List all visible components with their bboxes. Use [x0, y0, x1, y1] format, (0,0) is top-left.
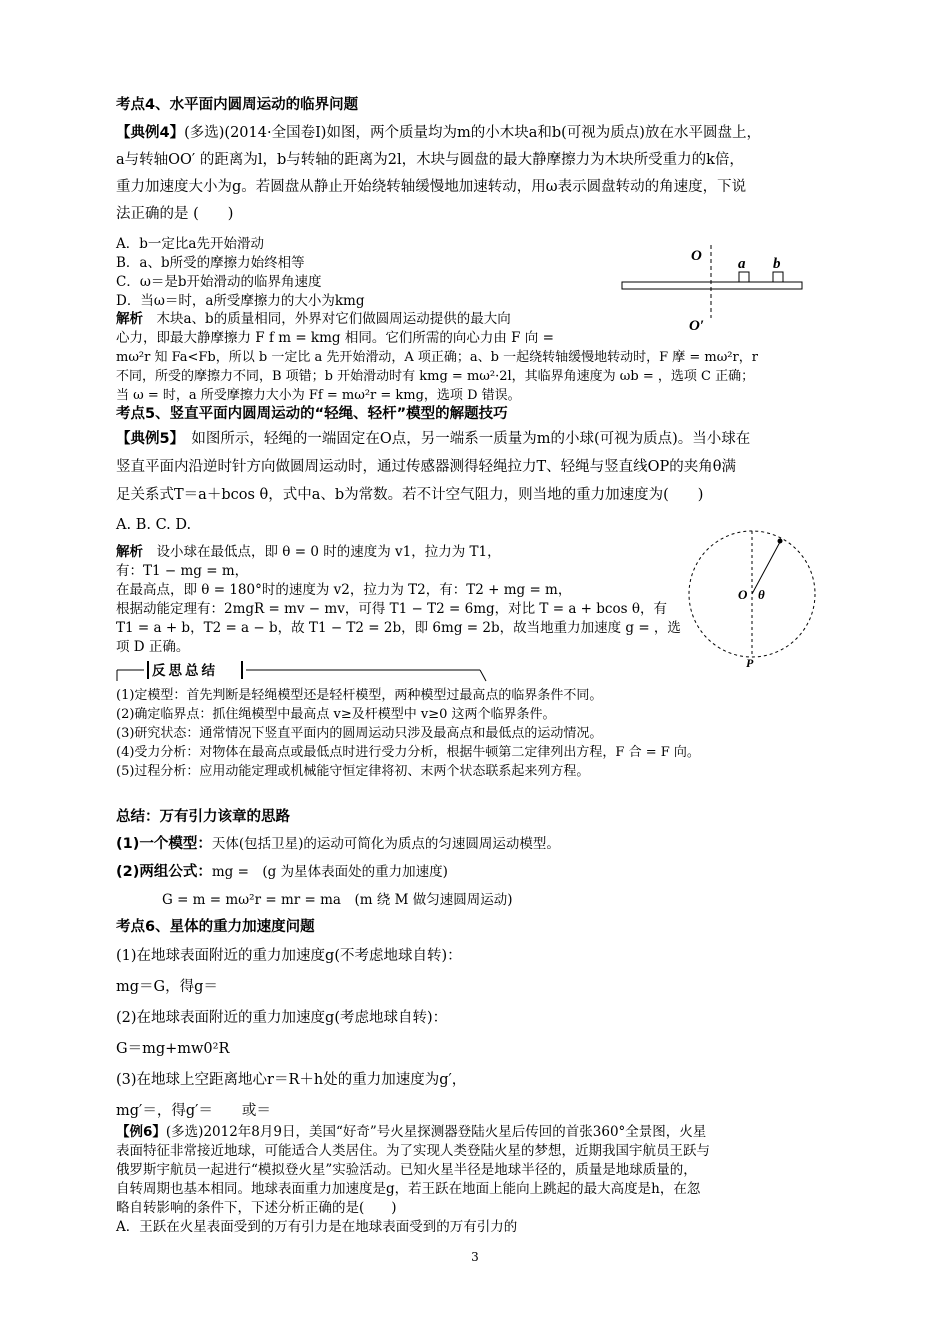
example-6-line: 表面特征非常接近地球，可能适合人类居住。为了实现人类登陆火星的梦想，近期我国宇航员王跃与	[116, 1143, 710, 1159]
analysis-line: 项 D 正确。	[116, 639, 190, 655]
analysis-line: 心力，即最大静摩擦力 F f m = kmg 相同。它们所需的向心力由 F 向 =	[116, 330, 554, 346]
analysis-5	[116, 543, 686, 657]
circle-figure	[688, 528, 838, 668]
gravity-line: (1)在地球表面附近的重力加速度g(不考虑地球自转)：	[116, 948, 462, 964]
example-5-line: 如图所示，轻绳的一端固定在O点，另一端系一质量为m的小球(可视为质点)。当小球在	[176, 431, 751, 447]
block-b	[773, 272, 783, 282]
reflect-item: (3)研究状态：通常情况下竖直平面内的圆周运动只涉及最高点和最低点的运动情况。	[116, 726, 603, 741]
figure-label-theta: θ	[758, 587, 765, 602]
block-a	[739, 272, 749, 282]
gravity-body	[116, 944, 838, 1124]
figure-label-o: O	[738, 587, 748, 602]
rope-line	[752, 542, 780, 594]
reflect-item: (4)受力分析：对物体在最高点或最低点时进行受力分析，根据牛顿第二定律列出方程，F 合 = F 向。	[116, 745, 700, 760]
analysis-line: T1 = a + b，T2 = a − b，故 T1 − T2 = 2b，即 6mg = 2b，故当地重力加速度 g = ，选	[116, 620, 681, 636]
gravity-line: G＝mg+mw0²R	[116, 1041, 230, 1057]
example-6-line: A．王跃在火星表面受到的万有引力是在地球表面受到的万有引力的	[116, 1219, 518, 1235]
option-b: B．a、b所受的摩擦力始终相等	[116, 255, 305, 271]
example-6-line: (多选)2012年8月9日，美国“好奇”号火星探测器登陆火星后传回的首张360°全景图，火星	[165, 1124, 707, 1140]
analysis-4-top	[116, 310, 616, 348]
gravity-line: mg′＝，得g′＝ 或＝	[116, 1103, 271, 1119]
analysis-line: 不同，所受的摩擦力不同，B 项错；b 开始滑动时有 kmg = mω²·2l，其临界角速度为 ωb = ，选项 C 正确；	[116, 369, 755, 384]
summary-body	[116, 832, 838, 913]
analysis-line: 有：T1 − mg = m，	[116, 563, 249, 579]
reflect-item: (5)过程分析：应用动能定理或机械能守恒定律将初、末两个状态联系起来列方程。	[116, 764, 590, 779]
summary-tag-1: (1)一个模型：	[116, 836, 212, 852]
gravity-line: mg＝G，得g＝	[116, 979, 218, 995]
example-4-options	[116, 235, 596, 311]
figure-label-b: b	[773, 256, 781, 272]
example-5	[116, 427, 838, 538]
example-4-tag: 【典例4】	[116, 125, 185, 141]
disk-figure	[615, 240, 810, 335]
reflect-item: (1)定模型：首先判断是轻绳模型还是轻杆模型，两种模型过最高点的临界条件不同。	[116, 688, 603, 703]
example-4-line: 重力加速度大小为g。若圆盘从静止开始绕转轴缓慢地加速转动，用ω表示圆盘转动的角速度，下说	[116, 179, 747, 195]
summary-title: 总结：万有引力该章的思路	[116, 809, 290, 825]
example-5-line: 竖直平面内沿逆时针方向做圆周运动时，通过传感器测得轻绳拉力T、轻绳与竖直线OP的夹角θ满	[116, 459, 737, 475]
figure-label-a: a	[738, 256, 746, 272]
analysis-line: mω²r 知 Fa<Fb，所以 b 一定比 a 先开始滑动，A 项正确；a、b 一起绕转轴缓慢地转动时，F 摩 = mω²r，r	[116, 350, 758, 365]
example-6-line: 自转周期也基本相同。地球表面重力加速度是g，若王跃在地面上能向上跳起的最大高度是h，在忽	[116, 1181, 701, 1197]
option-d: D．当ω＝时，a所受摩擦力的大小为kmg	[116, 293, 365, 309]
analysis-line: 当 ω = 时，a 所受摩擦力大小为 Ff = mω²r = kmg，选项 D 错误。	[116, 388, 521, 403]
reflect-item: (2)确定临界点：抓住绳模型中最高点 v≥及杆模型中 v≥0 这两个临界条件。	[116, 707, 556, 722]
analysis-line: 木块a、b的质量相同，外界对它们做圆周运动提供的最大向	[143, 311, 511, 327]
analysis-4-tag: 解析	[116, 311, 143, 327]
example-5-line: 足关系式T＝a＋bcos θ，式中a、b为常数。若不计空气阻力，则当地的重力加速度为( )	[116, 487, 704, 503]
figure-label-p: P	[746, 656, 754, 668]
analysis-line: 设小球在最低点，即 θ = 0 时的速度为 v1，拉力为 T1，	[143, 544, 501, 560]
reflect-list	[116, 686, 856, 781]
example-6	[116, 1123, 841, 1237]
example-6-tag: 【例6】	[116, 1124, 166, 1140]
example-6-line: 略自转影响的条件下，下述分析正确的是( )	[116, 1200, 397, 1216]
disk-plate	[622, 282, 802, 289]
reflect-title: 反思总结	[152, 663, 218, 679]
ball	[778, 539, 783, 544]
example-4-line: 法正确的是 ( )	[116, 206, 234, 222]
option-c: C．ω＝是b开始滑动的临界角速度	[116, 274, 322, 290]
summary-line-2: mg = (g 为星体表面处的重力加速度)	[211, 864, 448, 880]
analysis-4-bottom	[116, 348, 846, 405]
heading-kaodian-6: 考点6、星体的重力加速度问题	[116, 919, 315, 935]
heading-kaodian-5: 考点5、竖直平面内圆周运动的“轻绳、轻杆”模型的解题技巧	[116, 406, 508, 422]
summary-line-3: G = m = mω²r = mr = ma (m 绕 M 做匀速圆周运动)	[162, 892, 513, 908]
example-5-options: A. B. C. D.	[116, 517, 192, 533]
page-number: 3	[471, 1250, 479, 1264]
summary-line-1: 天体(包括卫星)的运动可简化为质点的匀速圆周运动模型。	[211, 836, 560, 852]
analysis-5-tag: 解析	[116, 544, 143, 560]
gravity-line: (2)在地球表面附近的重力加速度g(考虑地球自转)：	[116, 1010, 448, 1026]
example-4-line: a与转轴OO′ 的距离为l，b与转轴的距离为2l，木块与圆盘的最大静摩擦力为木块所受重力的k倍，	[116, 152, 744, 168]
analysis-line: 在最高点，即 θ = 180°时的速度为 v2，拉力为 T2，有：T2 + mg = m，	[116, 582, 572, 598]
heading-kaodian-4: 考点4、水平面内圆周运动的临界问题	[116, 97, 359, 113]
example-6-line: 俄罗斯宇航员一起进行“模拟登火星”实验活动。已知火星半径是地球半径的，质量是地球质量的，	[116, 1162, 697, 1178]
option-a: A．b一定比a先开始滑动	[116, 236, 264, 252]
example-4-line: (多选)(2014·全国卷Ⅰ)如图，两个质量均为m的小木块a和b(可视为质点)放在水平圆盘上，	[184, 125, 761, 141]
example-5-tag: 【典例5】	[116, 431, 177, 447]
figure-label-o: O	[691, 248, 702, 264]
example-4	[116, 121, 838, 227]
gravity-line: (3)在地球上空距离地心r＝R＋h处的重力加速度为g′，	[116, 1072, 467, 1088]
figure-label-o-prime: O′	[689, 318, 705, 334]
analysis-line: 根据动能定理有：2mgR = mv − mv，可得 T1 − T2 = 6mg，对比 T = a + bcos θ，有	[116, 601, 667, 617]
summary-tag-2: (2)两组公式：	[116, 864, 212, 880]
